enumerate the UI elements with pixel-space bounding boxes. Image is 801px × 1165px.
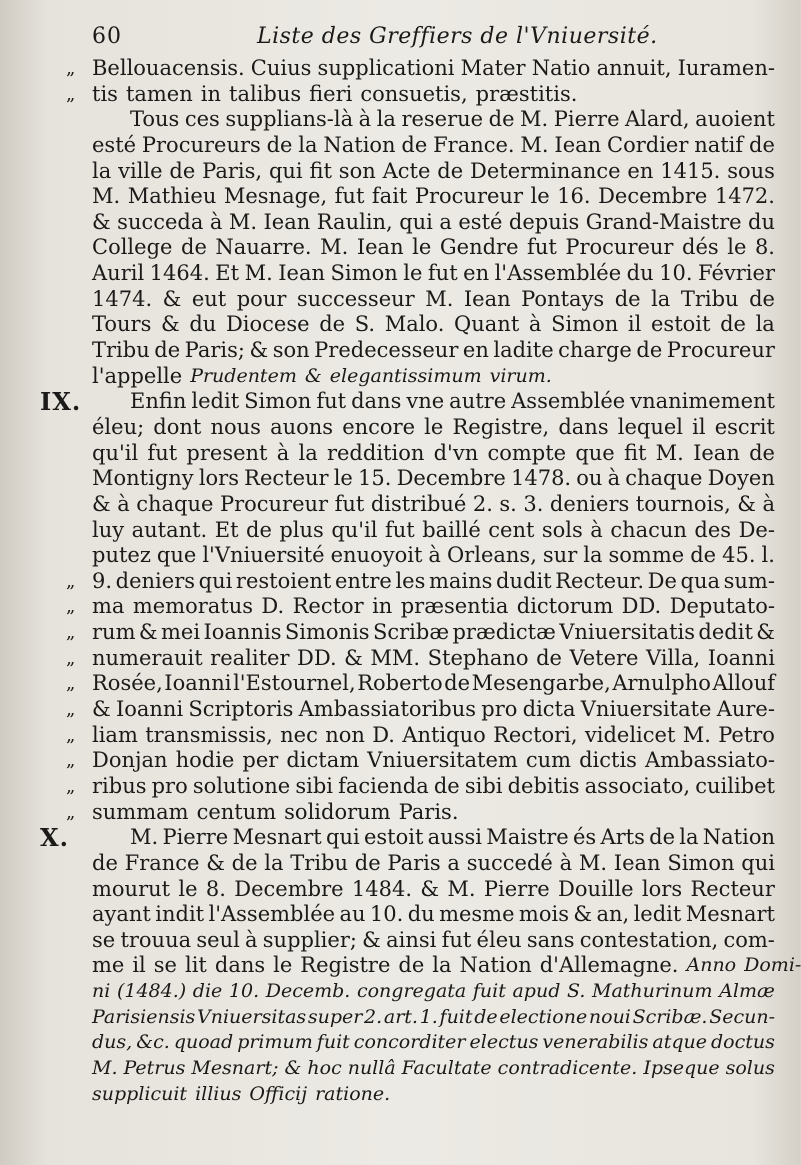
text-line [40,594,775,620]
text-line [40,492,775,518]
quotation-mark: „ [66,750,74,772]
line-text: luy autant. Et de plus qu'il fut baillé cent sols à chacun des De- [92,517,775,542]
line-text: mourut le 8. Decembre 1484. & M. Pierre Douille lors Recteur [92,876,775,901]
quotation-mark: „ [66,58,74,79]
line-text: M. Mathieu Mesnage, fut fait Procureur le 16. Decembre 1472. [92,184,775,209]
text-line [40,1030,775,1056]
line-text: esté Procureurs de la Nation de France. M. Iean Cordier natif de [92,132,775,157]
text-line [40,1005,775,1031]
text-line [40,748,775,774]
text-line [40,928,775,954]
quotation-mark: „ [66,570,74,592]
text-line [40,184,775,210]
quotation-mark: „ [66,647,74,669]
line-text: l'appelle Prudentem & elegantissimum virum. [92,363,552,388]
text-line [40,82,775,108]
line-text: Rosée, Ioanni l'Estournel, Roberto de Mesengarbe, Arnulpho Allouf [92,671,775,696]
line-text: tis tamen in talibus fieri consuetis, præstitis. [92,81,578,106]
text-line [40,902,775,928]
quotation-mark: „ [66,83,74,105]
text-line [40,466,775,492]
line-text: M. Petrus Mesnart; & hoc nullâ Facultate contradicente. Ipseque solus [92,1056,775,1079]
text-line [40,364,775,390]
text-line [40,210,775,236]
line-text: & à chaque Procureur fut distribué 2. s. 3. deniers tournois, & à [92,491,775,516]
line-text: Tribu de Paris; & son Predecesseur en ladite charge de Procureur [92,338,775,363]
quotation-mark: „ [66,622,74,644]
line-text: ma memoratus D. Rector in præsentia dictorum DD. Deputato- [92,594,775,619]
text-line [40,543,775,569]
text-line [40,159,775,185]
text-line [40,646,775,672]
line-text: la ville de Paris, qui fit son Acte de Determinance en 1415. sous [92,158,775,183]
line-text: ni (1484.) die 10. Decemb. congregata fuit apud S. Mathurinum Almæ [92,980,775,1003]
line-text: summam centum solidorum Paris. [92,799,459,824]
line-text: numerauit realiter DD. & MM. Stephano de Vetere Villa, Ioanni [92,645,775,670]
text-line [40,235,775,261]
line-text: supplicuit illius Officij ratione. [92,1082,391,1105]
line-text: Tours & du Diocese de S. Malo. Quant à Simon il estoit de la [92,312,775,337]
text-line [40,979,775,1005]
line-text: rum & mei Ioannis Simonis Scribæ prædictæ Vniuersitatis dedit & [92,620,775,645]
text-line [40,56,775,82]
text-line [40,441,775,467]
text-line [40,389,775,415]
text-line [40,825,775,851]
text-line [40,287,775,313]
text-line [40,261,775,287]
text-line [40,107,775,133]
line-text: Donjan hodie per dictam Vniuersitatem cum dictis Ambassiato- [92,748,775,773]
line-text: éleu; dont nous auons encore le Registre, dans lequel il escrit [92,414,775,439]
document-body [40,56,801,1107]
text-line [40,671,775,697]
line-text: Enfin ledit Simon fut dans vne autre Assemblée vnanimement [130,389,775,414]
line-text: ayant indit l'Assemblée au 10. du mesme mois & an, ledit Mesnart [92,902,775,927]
line-text: & Ioanni Scriptoris Ambassiatoribus pro dicta Vniuersitate Aure- [92,697,775,722]
quotation-mark: „ [66,596,74,618]
text-line [40,518,775,544]
text-line [40,1056,775,1082]
text-line [40,877,775,903]
text-line [40,312,775,338]
quotation-mark: „ [66,673,74,695]
line-text: 9. deniers qui restoient entre les mains dudit Recteur. De qua sum- [92,568,775,593]
line-text: College de Nauarre. M. Iean le Gendre fut Procureur dés le 8. [92,235,775,260]
line-text: dus, &c. quoad primum fuit concorditer electus venerabilis atque doctus [92,1031,775,1054]
line-text: se trouua seul à supplier; & ainsi fut éleu sans contestation, com- [92,927,775,952]
line-text: M. Pierre Mesnart qui estoit aussi Maistre és Arts de la Nation [130,825,775,850]
line-text: Bellouacensis. Cuius supplicationi Mater Natio annuit, Iuramen- [92,56,775,80]
page-number: 60 [92,24,122,49]
section-number: IX. [40,387,82,417]
text-line [40,338,775,364]
quotation-mark: „ [66,724,74,746]
text-line [40,133,775,159]
line-text: putez que l'Vniuersité enuoyoit à Orleans, sur la somme de 45. l. [92,543,775,568]
section-number: X. [40,823,69,853]
text-line [40,800,775,826]
text-line [40,774,775,800]
line-text: de France & de la Tribu de Paris a succedé à M. Iean Simon qui [92,850,775,875]
quotation-mark: „ [66,801,74,823]
text-line [40,620,775,646]
text-line [40,723,775,749]
running-head: Liste des Greffiers de l'Vniuersité. [257,24,658,49]
line-text: & succeda à M. Iean Raulin, qui a esté depuis Grand-Maistre du [92,209,775,234]
line-text: 1474. & eut pour successeur M. Iean Pontays de la Tribu de [92,286,775,311]
line-text: Parisiensis Vniuersitas super 2. art. 1. fuit de electione noui Scribæ. Secun- [92,1005,775,1028]
quotation-mark: „ [66,775,74,797]
line-text: qu'il fut present à la reddition d'vn compte que fit M. Iean de [92,440,775,465]
page-header [92,24,760,56]
text-line [40,569,775,595]
line-text: liam transmissis, nec non D. Antiquo Rectori, videlicet M. Petro [92,722,775,747]
text-line [40,415,775,441]
line-text: me il se lit dans le Registre de la Nation d'Allemagne. Anno Domi- [92,953,801,978]
text-line [40,697,775,723]
quotation-mark: „ [66,699,74,721]
text-line [40,953,801,979]
text-line [40,1082,775,1108]
line-text: ribus pro solutione sibi facienda de sibi debitis associato, cuilibet [92,773,775,798]
text-line [40,851,775,877]
line-text: Tous ces supplians-là à la reserue de M. Pierre Alard, auoient [130,107,775,132]
line-text: Montigny lors Recteur le 15. Decembre 1478. ou à chaque Doyen [92,466,775,491]
line-text: Auril 1464. Et M. Iean Simon le fut en l'Assemblée du 10. Février [92,261,775,286]
